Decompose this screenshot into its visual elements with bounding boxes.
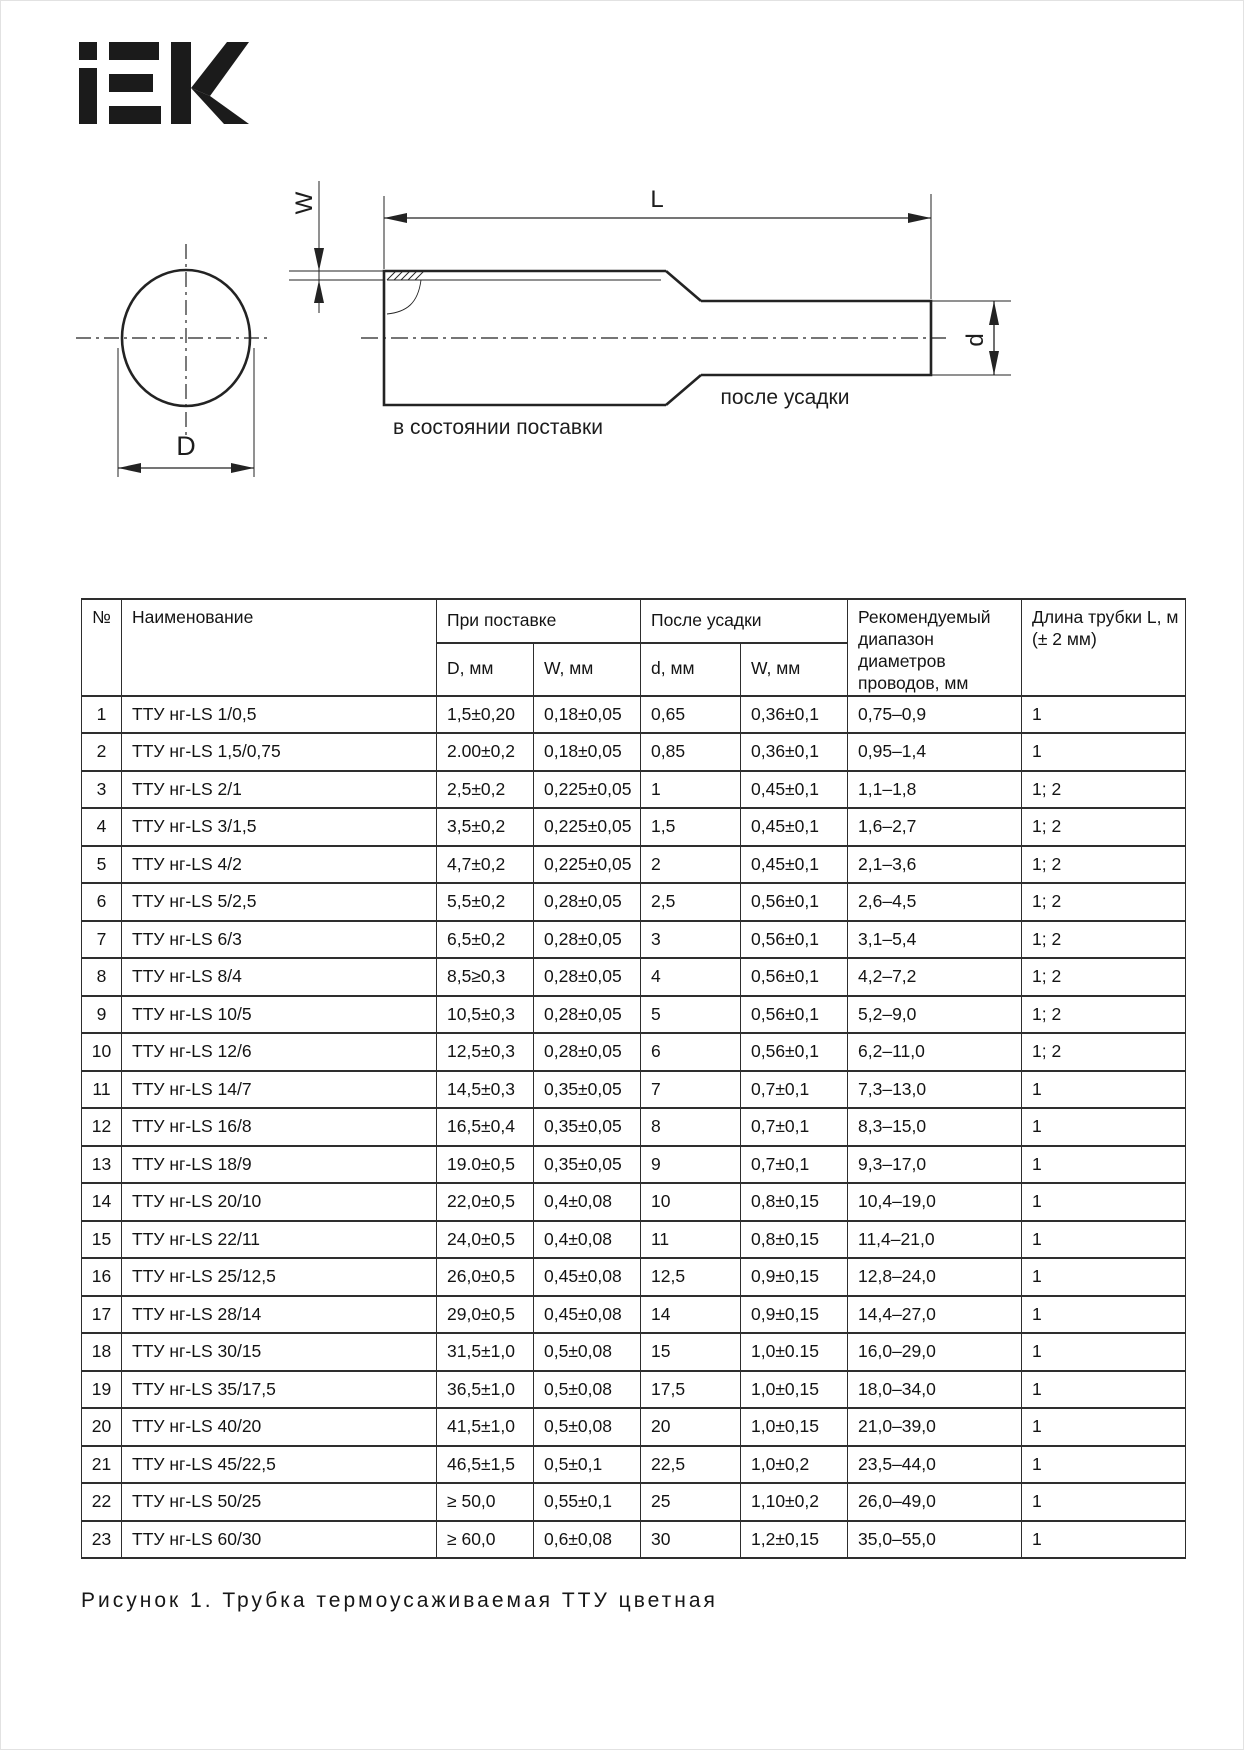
cell-num: 2 bbox=[82, 733, 122, 771]
cell-w_supply: 0,5±0,08 bbox=[534, 1333, 641, 1371]
cell-w_supply: 0,28±0,05 bbox=[534, 921, 641, 959]
cell-w_shrink: 0,45±0,1 bbox=[741, 771, 848, 809]
cell-d_shrink: 11 bbox=[641, 1221, 741, 1259]
cell-length: 1 bbox=[1022, 1408, 1186, 1446]
tube-technical-drawing bbox=[61, 141, 1121, 486]
header-w-supply: W, мм bbox=[534, 643, 641, 695]
cell-range: 35,0–55,0 bbox=[848, 1521, 1022, 1559]
cell-length: 1 bbox=[1022, 1183, 1186, 1221]
cell-w_shrink: 0,56±0,1 bbox=[741, 921, 848, 959]
cell-w_shrink: 1,0±0,2 bbox=[741, 1446, 848, 1484]
cell-w_shrink: 0,8±0,15 bbox=[741, 1221, 848, 1259]
cell-num: 11 bbox=[82, 1071, 122, 1109]
cell-w_shrink: 0,56±0,1 bbox=[741, 958, 848, 996]
cell-length: 1 bbox=[1022, 1483, 1186, 1521]
cell-d_supply: ≥ 50,0 bbox=[437, 1483, 534, 1521]
cell-num: 16 bbox=[82, 1258, 122, 1296]
cell-w_shrink: 0,9±0,15 bbox=[741, 1258, 848, 1296]
cell-name: ТТУ нг-LS 1/0,5 bbox=[122, 696, 437, 734]
cell-name: ТТУ нг-LS 2/1 bbox=[122, 771, 437, 809]
cell-length: 1; 2 bbox=[1022, 921, 1186, 959]
cell-d_supply: ≥ 60,0 bbox=[437, 1521, 534, 1559]
table-row bbox=[82, 1071, 1186, 1109]
cell-num: 20 bbox=[82, 1408, 122, 1446]
cell-d_supply: 16,5±0,4 bbox=[437, 1108, 534, 1146]
cell-num: 22 bbox=[82, 1483, 122, 1521]
cell-w_supply: 0,35±0,05 bbox=[534, 1108, 641, 1146]
cell-name: ТТУ нг-LS 28/14 bbox=[122, 1296, 437, 1334]
cell-w_supply: 0,28±0,05 bbox=[534, 996, 641, 1034]
cell-name: ТТУ нг-LS 60/30 bbox=[122, 1521, 437, 1559]
cell-w_supply: 0,5±0,08 bbox=[534, 1408, 641, 1446]
cell-length: 1; 2 bbox=[1022, 1033, 1186, 1071]
cell-d_supply: 24,0±0,5 bbox=[437, 1221, 534, 1259]
dim-label-w: W bbox=[291, 191, 318, 215]
cell-d_shrink: 7 bbox=[641, 1071, 741, 1109]
cell-d_supply: 31,5±1,0 bbox=[437, 1333, 534, 1371]
table-row bbox=[82, 1446, 1186, 1484]
cell-d_supply: 8,5≥0,3 bbox=[437, 958, 534, 996]
cell-name: ТТУ нг-LS 14/7 bbox=[122, 1071, 437, 1109]
cell-w_supply: 0,225±0,05 bbox=[534, 771, 641, 809]
cell-d_supply: 14,5±0,3 bbox=[437, 1071, 534, 1109]
cell-range: 1,1–1,8 bbox=[848, 771, 1022, 809]
cell-name: ТТУ нг-LS 12/6 bbox=[122, 1033, 437, 1071]
cell-length: 1 bbox=[1022, 1108, 1186, 1146]
cell-d_shrink: 0,65 bbox=[641, 696, 741, 734]
cell-d_shrink: 3 bbox=[641, 921, 741, 959]
cell-d_shrink: 4 bbox=[641, 958, 741, 996]
table-row bbox=[82, 1146, 1186, 1184]
cell-d_shrink: 8 bbox=[641, 1108, 741, 1146]
cell-w_shrink: 1,0±0,15 bbox=[741, 1371, 848, 1409]
cell-w_shrink: 0,45±0,1 bbox=[741, 846, 848, 884]
cell-d_supply: 1,5±0,20 bbox=[437, 696, 534, 734]
table-row bbox=[82, 1258, 1186, 1296]
cell-range: 23,5–44,0 bbox=[848, 1446, 1022, 1484]
cell-length: 1; 2 bbox=[1022, 771, 1186, 809]
cell-name: ТТУ нг-LS 45/22,5 bbox=[122, 1446, 437, 1484]
cell-length: 1 bbox=[1022, 1258, 1186, 1296]
cell-d_shrink: 1,5 bbox=[641, 808, 741, 846]
dim-label-d-small: d bbox=[962, 333, 989, 347]
table-row bbox=[82, 1521, 1186, 1559]
cell-d_supply: 46,5±1,5 bbox=[437, 1446, 534, 1484]
cell-w_shrink: 1,0±0.15 bbox=[741, 1333, 848, 1371]
table-row bbox=[82, 1221, 1186, 1259]
cell-num: 15 bbox=[82, 1221, 122, 1259]
cell-range: 8,3–15,0 bbox=[848, 1108, 1022, 1146]
cell-w_supply: 0,35±0,05 bbox=[534, 1071, 641, 1109]
header-d-supply: D, мм bbox=[437, 643, 534, 695]
cell-d_shrink: 15 bbox=[641, 1333, 741, 1371]
header-group-after: После усадки bbox=[641, 599, 848, 643]
cell-w_shrink: 1,2±0,15 bbox=[741, 1521, 848, 1559]
cell-num: 10 bbox=[82, 1033, 122, 1071]
cell-d_supply: 26,0±0,5 bbox=[437, 1258, 534, 1296]
cell-name: ТТУ нг-LS 8/4 bbox=[122, 958, 437, 996]
table-row bbox=[82, 996, 1186, 1034]
header-num: № bbox=[82, 599, 122, 696]
cell-num: 23 bbox=[82, 1521, 122, 1559]
cell-d_shrink: 30 bbox=[641, 1521, 741, 1559]
cell-length: 1; 2 bbox=[1022, 958, 1186, 996]
cell-length: 1 bbox=[1022, 1371, 1186, 1409]
header-w-shrink: W, мм bbox=[741, 643, 848, 695]
cell-num: 12 bbox=[82, 1108, 122, 1146]
table-row bbox=[82, 733, 1186, 771]
cell-name: ТТУ нг-LS 20/10 bbox=[122, 1183, 437, 1221]
iek-logo bbox=[79, 41, 249, 125]
cell-w_supply: 0,4±0,08 bbox=[534, 1221, 641, 1259]
cell-w_supply: 0,45±0,08 bbox=[534, 1258, 641, 1296]
cell-num: 7 bbox=[82, 921, 122, 959]
figure-caption: Рисунок 1. Трубка термоусаживаемая ТТУ цветная bbox=[81, 1589, 718, 1612]
header-group-supply: При поставке bbox=[437, 599, 641, 643]
cell-d_supply: 3,5±0,2 bbox=[437, 808, 534, 846]
spec-table bbox=[81, 598, 1186, 1559]
cell-num: 14 bbox=[82, 1183, 122, 1221]
table-row bbox=[82, 1371, 1186, 1409]
cell-name: ТТУ нг-LS 40/20 bbox=[122, 1408, 437, 1446]
cell-length: 1 bbox=[1022, 1146, 1186, 1184]
cell-w_shrink: 0,9±0,15 bbox=[741, 1296, 848, 1334]
table-row bbox=[82, 1333, 1186, 1371]
cell-range: 10,4–19,0 bbox=[848, 1183, 1022, 1221]
table-row bbox=[82, 921, 1186, 959]
cell-range: 16,0–29,0 bbox=[848, 1333, 1022, 1371]
cell-w_shrink: 0,56±0,1 bbox=[741, 996, 848, 1034]
cell-name: ТТУ нг-LS 30/15 bbox=[122, 1333, 437, 1371]
cell-d_supply: 41,5±1,0 bbox=[437, 1408, 534, 1446]
cell-w_supply: 0,35±0,05 bbox=[534, 1146, 641, 1184]
cell-d_shrink: 12,5 bbox=[641, 1258, 741, 1296]
label-after-shrink: после усадки bbox=[720, 386, 850, 409]
cell-name: ТТУ нг-LS 50/25 bbox=[122, 1483, 437, 1521]
table-row bbox=[82, 696, 1186, 734]
cell-range: 21,0–39,0 bbox=[848, 1408, 1022, 1446]
cell-num: 1 bbox=[82, 696, 122, 734]
cell-d_supply: 2,5±0,2 bbox=[437, 771, 534, 809]
cell-num: 5 bbox=[82, 846, 122, 884]
cell-range: 2,6–4,5 bbox=[848, 883, 1022, 921]
cell-d_shrink: 1 bbox=[641, 771, 741, 809]
cell-name: ТТУ нг-LS 18/9 bbox=[122, 1146, 437, 1184]
table-body bbox=[82, 696, 1186, 1559]
label-supply-state: в состоянии поставки bbox=[393, 416, 603, 439]
header-range: Рекомендуемый диапазон диаметров проводов, мм bbox=[848, 599, 1022, 696]
cell-w_supply: 0,28±0,05 bbox=[534, 1033, 641, 1071]
table-row bbox=[82, 771, 1186, 809]
cell-length: 1; 2 bbox=[1022, 846, 1186, 884]
cell-w_shrink: 0,36±0,1 bbox=[741, 733, 848, 771]
cell-length: 1; 2 bbox=[1022, 996, 1186, 1034]
cell-d_supply: 6,5±0,2 bbox=[437, 921, 534, 959]
header-name: Наименование bbox=[122, 599, 437, 696]
table-row bbox=[82, 808, 1186, 846]
cell-length: 1 bbox=[1022, 1296, 1186, 1334]
cell-name: ТТУ нг-LS 16/8 bbox=[122, 1108, 437, 1146]
cell-range: 7,3–13,0 bbox=[848, 1071, 1022, 1109]
cell-length: 1 bbox=[1022, 1521, 1186, 1559]
cell-w_supply: 0,28±0,05 bbox=[534, 958, 641, 996]
cell-d_shrink: 14 bbox=[641, 1296, 741, 1334]
cell-w_supply: 0,55±0,1 bbox=[534, 1483, 641, 1521]
cell-num: 19 bbox=[82, 1371, 122, 1409]
cell-length: 1; 2 bbox=[1022, 808, 1186, 846]
cell-range: 1,6–2,7 bbox=[848, 808, 1022, 846]
cell-w_shrink: 1,10±0,2 bbox=[741, 1483, 848, 1521]
header-length: Длина трубки L, м (± 2 мм) bbox=[1022, 599, 1186, 696]
cell-w_shrink: 0,7±0,1 bbox=[741, 1146, 848, 1184]
cell-w_supply: 0,18±0,05 bbox=[534, 696, 641, 734]
cell-w_shrink: 0,56±0,1 bbox=[741, 883, 848, 921]
cell-num: 8 bbox=[82, 958, 122, 996]
dim-label-l: L bbox=[650, 186, 664, 213]
header-d-shrink: d, мм bbox=[641, 643, 741, 695]
cell-d_supply: 5,5±0,2 bbox=[437, 883, 534, 921]
table-row bbox=[82, 958, 1186, 996]
cell-num: 4 bbox=[82, 808, 122, 846]
cell-w_supply: 0,18±0,05 bbox=[534, 733, 641, 771]
cell-w_shrink: 0,45±0,1 bbox=[741, 808, 848, 846]
cell-range: 0,75–0,9 bbox=[848, 696, 1022, 734]
cell-range: 11,4–21,0 bbox=[848, 1221, 1022, 1259]
cell-w_shrink: 0,7±0,1 bbox=[741, 1071, 848, 1109]
cell-length: 1 bbox=[1022, 1071, 1186, 1109]
cell-num: 9 bbox=[82, 996, 122, 1034]
cell-d_supply: 4,7±0,2 bbox=[437, 846, 534, 884]
cell-w_shrink: 0,8±0,15 bbox=[741, 1183, 848, 1221]
cell-w_supply: 0,5±0,1 bbox=[534, 1446, 641, 1484]
cell-w_supply: 0,6±0,08 bbox=[534, 1521, 641, 1559]
cell-d_supply: 12,5±0,3 bbox=[437, 1033, 534, 1071]
table-row bbox=[82, 883, 1186, 921]
cell-w_supply: 0,5±0,08 bbox=[534, 1371, 641, 1409]
cell-name: ТТУ нг-LS 10/5 bbox=[122, 996, 437, 1034]
cell-range: 6,2–11,0 bbox=[848, 1033, 1022, 1071]
cell-num: 17 bbox=[82, 1296, 122, 1334]
cell-d_shrink: 6 bbox=[641, 1033, 741, 1071]
cell-name: ТТУ нг-LS 5/2,5 bbox=[122, 883, 437, 921]
cell-d_shrink: 20 bbox=[641, 1408, 741, 1446]
cell-range: 18,0–34,0 bbox=[848, 1371, 1022, 1409]
cell-d_supply: 22,0±0,5 bbox=[437, 1183, 534, 1221]
cell-w_supply: 0,28±0,05 bbox=[534, 883, 641, 921]
iek-logo-glyphs bbox=[79, 42, 249, 124]
cell-d_supply: 36,5±1,0 bbox=[437, 1371, 534, 1409]
cell-name: ТТУ нг-LS 35/17,5 bbox=[122, 1371, 437, 1409]
cell-range: 2,1–3,6 bbox=[848, 846, 1022, 884]
cell-length: 1 bbox=[1022, 1221, 1186, 1259]
cell-d_supply: 10,5±0,3 bbox=[437, 996, 534, 1034]
cell-name: ТТУ нг-LS 3/1,5 bbox=[122, 808, 437, 846]
cell-length: 1 bbox=[1022, 1333, 1186, 1371]
cell-name: ТТУ нг-LS 22/11 bbox=[122, 1221, 437, 1259]
cell-w_supply: 0,4±0,08 bbox=[534, 1183, 641, 1221]
cell-num: 21 bbox=[82, 1446, 122, 1484]
cell-range: 0,95–1,4 bbox=[848, 733, 1022, 771]
table-row bbox=[82, 1296, 1186, 1334]
table-row bbox=[82, 1033, 1186, 1071]
cell-name: ТТУ нг-LS 25/12,5 bbox=[122, 1258, 437, 1296]
cell-w_supply: 0,225±0,05 bbox=[534, 808, 641, 846]
cell-range: 12,8–24,0 bbox=[848, 1258, 1022, 1296]
cell-w_shrink: 0,7±0,1 bbox=[741, 1108, 848, 1146]
cell-d_shrink: 10 bbox=[641, 1183, 741, 1221]
table-row bbox=[82, 1183, 1186, 1221]
cell-range: 3,1–5,4 bbox=[848, 921, 1022, 959]
cell-d_shrink: 5 bbox=[641, 996, 741, 1034]
cell-num: 3 bbox=[82, 771, 122, 809]
cell-w_supply: 0,45±0,08 bbox=[534, 1296, 641, 1334]
cell-range: 4,2–7,2 bbox=[848, 958, 1022, 996]
table-row bbox=[82, 1408, 1186, 1446]
cell-w_supply: 0,225±0,05 bbox=[534, 846, 641, 884]
cell-d_shrink: 17,5 bbox=[641, 1371, 741, 1409]
cell-range: 26,0–49,0 bbox=[848, 1483, 1022, 1521]
cell-name: ТТУ нг-LS 4/2 bbox=[122, 846, 437, 884]
cell-num: 18 bbox=[82, 1333, 122, 1371]
cell-length: 1 bbox=[1022, 1446, 1186, 1484]
cell-d_supply: 29,0±0,5 bbox=[437, 1296, 534, 1334]
cell-w_shrink: 0,56±0,1 bbox=[741, 1033, 848, 1071]
cell-d_shrink: 22,5 bbox=[641, 1446, 741, 1484]
cell-length: 1 bbox=[1022, 733, 1186, 771]
cell-length: 1; 2 bbox=[1022, 883, 1186, 921]
cell-d_shrink: 9 bbox=[641, 1146, 741, 1184]
cell-w_shrink: 1,0±0,15 bbox=[741, 1408, 848, 1446]
cell-d_shrink: 25 bbox=[641, 1483, 741, 1521]
dim-label-d-big: D bbox=[176, 431, 196, 461]
cell-range: 9,3–17,0 bbox=[848, 1146, 1022, 1184]
spec-table-header bbox=[82, 599, 1186, 696]
cell-d_supply: 2.00±0,2 bbox=[437, 733, 534, 771]
cell-num: 13 bbox=[82, 1146, 122, 1184]
cell-name: ТТУ нг-LS 1,5/0,75 bbox=[122, 733, 437, 771]
table-row bbox=[82, 1483, 1186, 1521]
cell-range: 14,4–27,0 bbox=[848, 1296, 1022, 1334]
cell-d_shrink: 0,85 bbox=[641, 733, 741, 771]
cell-range: 5,2–9,0 bbox=[848, 996, 1022, 1034]
cell-name: ТТУ нг-LS 6/3 bbox=[122, 921, 437, 959]
cell-d_shrink: 2,5 bbox=[641, 883, 741, 921]
cell-num: 6 bbox=[82, 883, 122, 921]
cell-d_shrink: 2 bbox=[641, 846, 741, 884]
cell-w_shrink: 0,36±0,1 bbox=[741, 696, 848, 734]
table-row bbox=[82, 1108, 1186, 1146]
cell-d_supply: 19.0±0,5 bbox=[437, 1146, 534, 1184]
cell-length: 1 bbox=[1022, 696, 1186, 734]
table-row bbox=[82, 846, 1186, 884]
